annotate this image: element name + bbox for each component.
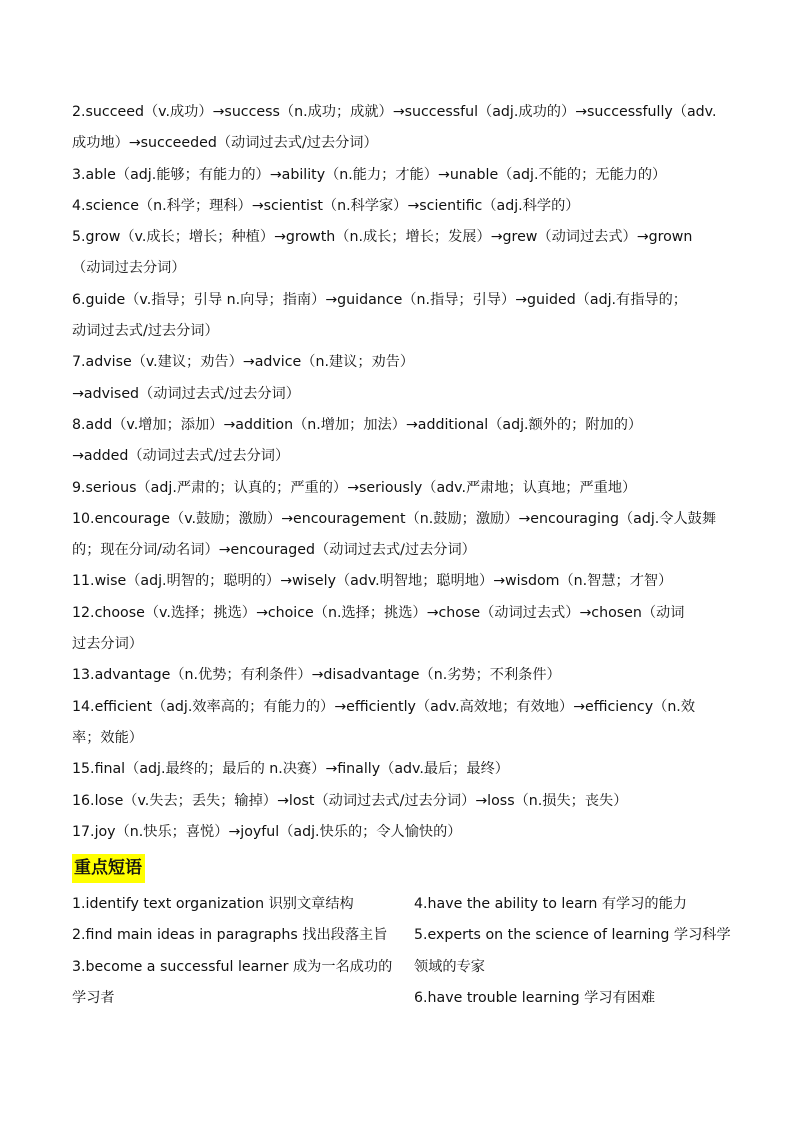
phrase-item-line: 6.have trouble learning 学习有困难 <box>414 990 656 1007</box>
vocabulary-entry-line: 动词过去式/过去分词） <box>72 323 219 340</box>
vocabulary-entry-line: 17.joy（n.快乐；喜悦）→joyful（adj.快乐的；令人愉快的） <box>72 823 462 840</box>
vocabulary-entry-line: 过去分词） <box>72 636 143 653</box>
vocabulary-entry <box>72 97 732 160</box>
vocabulary-entry <box>72 598 732 661</box>
vocabulary-entry <box>72 786 732 817</box>
vocabulary-entry <box>72 817 732 848</box>
vocabulary-entry-line: 10.encourage（v.鼓励；激励）→encouragement（n.鼓励；激励）→encouraging（adj.令人鼓舞 <box>72 510 717 527</box>
vocabulary-entry <box>72 410 732 473</box>
vocabulary-entry-line: 14.efficient（adj.效率高的；有能力的）→efficiently（adv.高效地；有效地）→efficiency（n.效 <box>72 698 696 715</box>
phrase-item <box>72 952 414 1015</box>
key-phrases-left-column <box>72 889 414 1014</box>
vocabulary-entry-line: 7.advise（v.建议；劝告）→advice（n.建议；劝告） <box>72 354 415 371</box>
vocabulary-entry <box>72 160 732 191</box>
vocabulary-entry-line: 4.science（n.科学；理科）→scientist（n.科学家）→scientific（adj.科学的） <box>72 197 580 214</box>
vocabulary-entry <box>72 566 732 597</box>
phrase-item <box>72 889 414 920</box>
key-phrases-right-column <box>414 889 732 1014</box>
vocabulary-entry-line: （动词过去分词） <box>72 260 186 277</box>
vocabulary-entry-line: 率；效能） <box>72 729 143 746</box>
vocabulary-entry-line: 16.lose（v.失去；丢失；输掉）→lost（动词过去式/过去分词）→loss（n.损失；丧失） <box>72 792 628 809</box>
vocabulary-entry <box>72 504 732 567</box>
phrase-item-line: 4.have the ability to learn 有学习的能力 <box>414 896 687 913</box>
phrase-item-line: 2.find main ideas in paragraphs 找出段落主旨 <box>72 927 388 944</box>
vocabulary-entry-line: 6.guide（v.指导；引导 n.向导；指南）→guidance（n.指导；引导）→guided（adj.有指导的； <box>72 291 687 308</box>
vocabulary-entry-line: 2.succeed（v.成功）→success（n.成功；成就）→successful（adj.成功的）→successfully（adv. <box>72 104 717 120</box>
vocabulary-entry-line: 11.wise（adj.明智的；聪明的）→wisely（adv.明智地；聪明地）→wisdom（n.智慧；才智） <box>72 573 673 590</box>
phrase-item <box>414 983 732 1014</box>
vocabulary-entry-line: →added（动词过去式/过去分词） <box>72 448 290 465</box>
vocabulary-entry <box>72 222 732 285</box>
phrase-item-line: 领域的专家 <box>414 958 485 975</box>
vocabulary-entry <box>72 285 732 348</box>
document-page <box>72 97 732 1014</box>
vocabulary-entry-line: 15.final（adj.最终的；最后的 n.决赛）→finally（adv.最后；最终） <box>72 761 509 778</box>
vocabulary-entry-line: 9.serious（adj.严肃的；认真的；严重的）→seriously（adv.严肃地；认真地；严重地） <box>72 479 637 496</box>
vocabulary-entry-line: 8.add（v.增加；添加）→addition（n.增加；加法）→additional（adj.额外的；附加的） <box>72 416 643 433</box>
vocabulary-entry-line: 的；现在分词/动名词）→encouraged（动词过去式/过去分词） <box>72 542 476 559</box>
vocabulary-entry-line: →advised（动词过去式/过去分词） <box>72 385 300 402</box>
vocabulary-entry <box>72 473 732 504</box>
vocabulary-entry-line: 5.grow（v.成长；增长；种植）→growth（n.成长；增长；发展）→grew（动词过去式）→grown <box>72 229 693 246</box>
vocabulary-entry <box>72 347 732 410</box>
vocabulary-entry <box>72 754 732 785</box>
phrase-item <box>72 920 414 951</box>
vocabulary-entry-line: 成功地）→succeeded（动词过去式/过去分词） <box>72 135 378 152</box>
phrase-item-line: 3.become a successful learner 成为一名成功的 <box>72 958 393 975</box>
phrase-item-line: 1.identify text organization 识别文章结构 <box>72 896 354 913</box>
section-heading-key-phrases: 重点短语 <box>72 854 145 883</box>
phrase-item-line: 5.experts on the science of learning 学习科学 <box>414 927 731 944</box>
key-phrases-grid <box>72 889 732 1014</box>
vocabulary-entry-line: 13.advantage（n.优势；有利条件）→disadvantage（n.劣势；不利条件） <box>72 667 561 684</box>
vocabulary-entry <box>72 191 732 222</box>
phrase-item <box>414 889 732 920</box>
phrase-item-line: 学习者 <box>72 990 115 1007</box>
phrase-item <box>414 920 732 983</box>
vocabulary-entry <box>72 660 732 691</box>
vocabulary-entry <box>72 692 732 755</box>
vocabulary-entry-line: 3.able（adj.能够；有能力的）→ability（n.能力；才能）→unable（adj.不能的；无能力的） <box>72 166 667 183</box>
vocabulary-list <box>72 97 732 848</box>
vocabulary-entry-line: 12.choose（v.选择；挑选）→choice（n.选择；挑选）→chose（动词过去式）→chosen（动词 <box>72 604 685 621</box>
